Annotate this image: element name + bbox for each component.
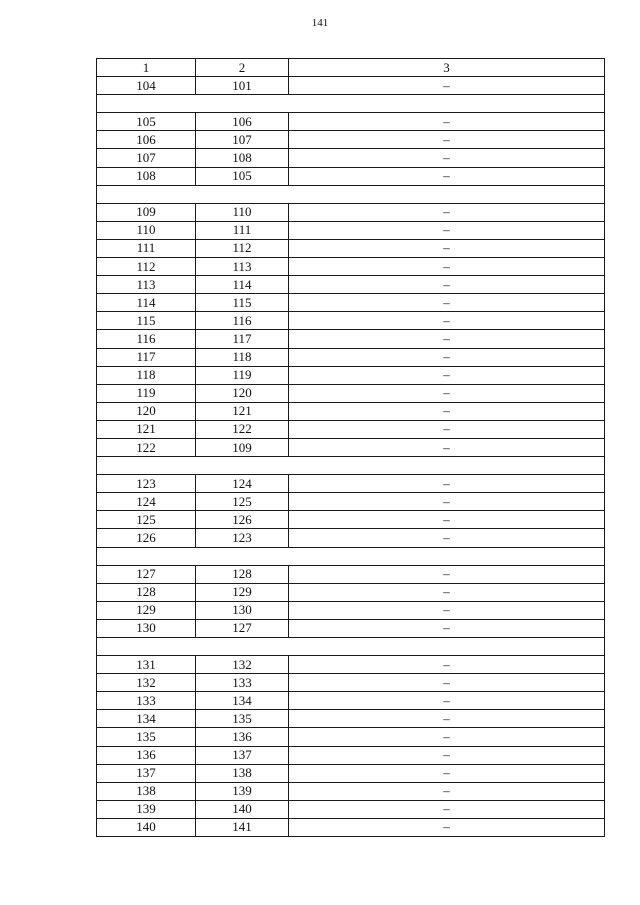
table-cell: 137 [97, 764, 196, 782]
table-cell: 117 [97, 348, 196, 366]
table-row [97, 239, 605, 257]
table-row [97, 511, 605, 529]
table-cell: 137 [196, 746, 289, 764]
table-cell: 136 [196, 728, 289, 746]
table-cell: 105 [196, 167, 289, 185]
table-row [97, 402, 605, 420]
table-cell: 120 [97, 402, 196, 420]
table-cell: 120 [196, 384, 289, 402]
table-cell: – [289, 565, 605, 583]
table-cell: – [289, 113, 605, 131]
table-cell: 125 [97, 511, 196, 529]
separator-cell [97, 547, 605, 565]
table-cell: 122 [97, 438, 196, 456]
table-row [97, 493, 605, 511]
table-cell: – [289, 583, 605, 601]
table-row [97, 692, 605, 710]
table-cell: 115 [196, 294, 289, 312]
table-cell: – [289, 438, 605, 456]
table-row [97, 438, 605, 456]
table-cell: 130 [196, 601, 289, 619]
table-cell: 111 [97, 239, 196, 257]
group-separator-row [97, 185, 605, 203]
table-row [97, 221, 605, 239]
table-cell: 127 [97, 565, 196, 583]
table-cell: 108 [196, 149, 289, 167]
table-cell: 101 [196, 77, 289, 95]
separator-cell [97, 95, 605, 113]
table-row [97, 113, 605, 131]
table-row [97, 366, 605, 384]
table-row [97, 656, 605, 674]
table-cell: 128 [97, 583, 196, 601]
table-cell: 116 [97, 330, 196, 348]
table-cell: 112 [196, 239, 289, 257]
data-table [96, 58, 605, 837]
table-cell: 114 [97, 294, 196, 312]
table-row [97, 131, 605, 149]
table-row [97, 674, 605, 692]
table-cell: 127 [196, 619, 289, 637]
table-cell: 109 [97, 203, 196, 221]
table-cell: 140 [97, 818, 196, 836]
table-cell: 139 [196, 782, 289, 800]
table-cell: – [289, 221, 605, 239]
table-cell: 123 [196, 529, 289, 547]
table-cell: 135 [97, 728, 196, 746]
table-cell: – [289, 312, 605, 330]
table-cell: 135 [196, 710, 289, 728]
table-header-row [97, 59, 605, 77]
table-cell: 124 [196, 475, 289, 493]
table-cell: 133 [196, 674, 289, 692]
table-row [97, 312, 605, 330]
separator-cell [97, 638, 605, 656]
table-row [97, 203, 605, 221]
table-row [97, 710, 605, 728]
table-row [97, 276, 605, 294]
table-cell: – [289, 131, 605, 149]
table-cell: – [289, 674, 605, 692]
table-cell: – [289, 619, 605, 637]
table-cell: 134 [97, 710, 196, 728]
table-cell: – [289, 728, 605, 746]
table-cell: 109 [196, 438, 289, 456]
table-row [97, 348, 605, 366]
table-cell: 115 [97, 312, 196, 330]
table-cell: 118 [97, 366, 196, 384]
table-cell: 108 [97, 167, 196, 185]
table-cell: – [289, 601, 605, 619]
table-row [97, 384, 605, 402]
table-cell: 111 [196, 221, 289, 239]
table-cell: 104 [97, 77, 196, 95]
table-cell: – [289, 529, 605, 547]
table-cell: 130 [97, 619, 196, 637]
table-cell: 125 [196, 493, 289, 511]
table-body [97, 77, 605, 837]
table-cell: 106 [97, 131, 196, 149]
table-cell: 119 [97, 384, 196, 402]
table-cell: – [289, 493, 605, 511]
table-row [97, 818, 605, 836]
column-header: 3 [289, 59, 605, 77]
table-cell: 113 [97, 276, 196, 294]
table-row [97, 565, 605, 583]
table-cell: – [289, 800, 605, 818]
table-cell: – [289, 818, 605, 836]
table-cell: 112 [97, 258, 196, 276]
table-row [97, 601, 605, 619]
table-cell: – [289, 764, 605, 782]
table-cell: 122 [196, 420, 289, 438]
table-cell: – [289, 420, 605, 438]
table-cell: 117 [196, 330, 289, 348]
table-cell: – [289, 149, 605, 167]
table-cell: – [289, 511, 605, 529]
table-row [97, 167, 605, 185]
table-cell: 119 [196, 366, 289, 384]
table-cell: – [289, 746, 605, 764]
table-row [97, 800, 605, 818]
table-cell: 107 [196, 131, 289, 149]
table-cell: 132 [97, 674, 196, 692]
table-cell: 126 [196, 511, 289, 529]
group-separator-row [97, 638, 605, 656]
table-row [97, 782, 605, 800]
table-row [97, 330, 605, 348]
table-cell: 136 [97, 746, 196, 764]
table-cell: 121 [97, 420, 196, 438]
table-cell: 110 [97, 221, 196, 239]
table-cell: 132 [196, 656, 289, 674]
table-cell: 126 [97, 529, 196, 547]
table-cell: 128 [196, 565, 289, 583]
table-row [97, 258, 605, 276]
table-row [97, 583, 605, 601]
table-row [97, 619, 605, 637]
table-cell: 106 [196, 113, 289, 131]
group-separator-row [97, 95, 605, 113]
group-separator-row [97, 457, 605, 475]
table-cell: 138 [196, 764, 289, 782]
table-cell: 105 [97, 113, 196, 131]
table-row [97, 77, 605, 95]
table-cell: – [289, 203, 605, 221]
table-cell: – [289, 77, 605, 95]
group-separator-row [97, 547, 605, 565]
table-row [97, 529, 605, 547]
table-row [97, 420, 605, 438]
table-cell: – [289, 276, 605, 294]
table-cell: 121 [196, 402, 289, 420]
table-row [97, 294, 605, 312]
column-header: 1 [97, 59, 196, 77]
table-cell: – [289, 258, 605, 276]
table-cell: 114 [196, 276, 289, 294]
table-cell: – [289, 239, 605, 257]
table-cell: – [289, 330, 605, 348]
table-cell: 138 [97, 782, 196, 800]
table-cell: – [289, 294, 605, 312]
table-cell: 124 [97, 493, 196, 511]
table-cell: – [289, 656, 605, 674]
table-cell: – [289, 348, 605, 366]
table-cell: 140 [196, 800, 289, 818]
table-cell: – [289, 692, 605, 710]
table-cell: – [289, 366, 605, 384]
table-cell: 118 [196, 348, 289, 366]
table-row [97, 764, 605, 782]
table-cell: – [289, 384, 605, 402]
table-cell: – [289, 782, 605, 800]
table-cell: 107 [97, 149, 196, 167]
separator-cell [97, 185, 605, 203]
page-number: 141 [311, 17, 329, 29]
table-cell: 110 [196, 203, 289, 221]
separator-cell [97, 457, 605, 475]
table-cell: 139 [97, 800, 196, 818]
table-cell: 129 [196, 583, 289, 601]
table-cell: – [289, 167, 605, 185]
table-row [97, 149, 605, 167]
table-cell: – [289, 402, 605, 420]
table-cell: 129 [97, 601, 196, 619]
column-header: 2 [196, 59, 289, 77]
table-cell: 113 [196, 258, 289, 276]
table-cell: 123 [97, 475, 196, 493]
table-row [97, 728, 605, 746]
table-cell: 116 [196, 312, 289, 330]
table-cell: 133 [97, 692, 196, 710]
table-cell: 131 [97, 656, 196, 674]
table-cell: – [289, 710, 605, 728]
table-cell: 134 [196, 692, 289, 710]
table-row [97, 746, 605, 764]
table-row [97, 475, 605, 493]
table-cell: 141 [196, 818, 289, 836]
table-cell: – [289, 475, 605, 493]
